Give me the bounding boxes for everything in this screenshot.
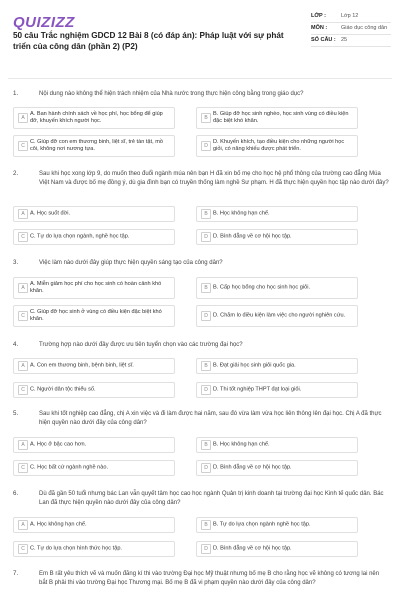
page-title: 50 câu Trắc nghiệm GDCD 12 Bài 8 (có đáp án): Pháp luật với sự phát triển của công dân (phần 2) (P2): [13, 31, 284, 51]
option-c[interactable]: [13, 382, 175, 398]
meta-key: SỐ CÂU :: [311, 37, 336, 43]
option-letter: B: [201, 520, 211, 530]
meta-row-count: [311, 35, 391, 47]
option-letter: A: [18, 113, 28, 123]
meta-key: LỚP :: [311, 13, 326, 19]
option-letter: A: [18, 361, 28, 371]
option-a[interactable]: [13, 517, 175, 533]
option-d[interactable]: [196, 135, 358, 157]
option-d[interactable]: [196, 229, 358, 245]
option-a[interactable]: [13, 107, 175, 129]
option-text: C. Học bất cứ ngành nghề nào.: [30, 464, 109, 471]
option-a[interactable]: [13, 277, 175, 299]
question-number: 3.: [13, 259, 19, 266]
option-d[interactable]: [196, 541, 358, 557]
question-text: Sau khi học xong lớp 9, do muốn theo đuổi ngành múa nên bạn H đã xin bố mẹ cho học hệ phổ thông của trường cao đẳng Múa Việt Nam và được bố mẹ đồng ý, dù gia đình bạn có truyền thống làm nghề Sư phạm. H đã thực hiện quyền học tập nào dưới đây?: [39, 171, 389, 186]
header: [0, 0, 400, 74]
option-text: B. Cấp học bổng cho học sinh học giỏi.: [213, 284, 311, 291]
option-letter: D: [201, 544, 211, 554]
option-text: D. Bình đẳng về cơ hội học tập.: [213, 464, 292, 471]
option-c[interactable]: [13, 460, 175, 476]
meta-value: Giáo dục công dân: [341, 25, 388, 31]
option-b[interactable]: [196, 107, 358, 129]
option-letter: D: [201, 463, 211, 473]
option-b[interactable]: [196, 206, 358, 222]
question-text: Việc làm nào dưới đây giúp thực hiện quyền sáng tạo của công dân?: [39, 260, 223, 266]
question-number: 1.: [13, 90, 19, 97]
option-text: A. Học ở bậc cao hơn.: [30, 441, 87, 448]
question-text: Em B rất yêu thích vẽ và muốn đăng kí thi vào trường Đại học Mỹ thuật nhưng bố mẹ B cho rằng học vẽ không có tương lai nên bắt B phải thi vào trường Đại học Thương mại. Bố mẹ B đã vi phạm quyền nào dưới đây của công dân?: [39, 571, 380, 586]
option-letter: C: [18, 544, 28, 554]
option-text: A. Ban hành chính sách về học phí, học bổng để giúp đỡ, khuyến khích người học.: [30, 110, 163, 124]
option-letter: C: [18, 141, 28, 151]
option-c[interactable]: [13, 135, 175, 157]
option-letter: A: [18, 440, 28, 450]
meta-key: MÔN :: [311, 25, 328, 31]
option-text: D. Bình đẳng về cơ hội học tập.: [213, 545, 292, 552]
option-b[interactable]: [196, 517, 358, 533]
option-letter: B: [201, 440, 211, 450]
question-number: 7.: [13, 570, 19, 577]
meta-row-grade: [311, 11, 391, 23]
option-text: A. Học suốt đời.: [30, 210, 71, 217]
option-d[interactable]: [196, 460, 358, 476]
question-number: 5.: [13, 410, 19, 417]
option-text: A. Học không hạn chế.: [30, 521, 87, 528]
option-c[interactable]: [13, 305, 175, 327]
meta-value: Lớp 12: [341, 13, 359, 19]
option-text: C. Tự do lựa chọn ngành, nghề học tập.: [30, 233, 130, 240]
option-a[interactable]: [13, 358, 175, 374]
option-text: C. Giúp đỡ con em thương binh, liệt sĩ, trẻ tàn tật, mồ côi, không nơi nương tựa.: [30, 138, 163, 152]
option-b[interactable]: [196, 358, 358, 374]
option-text: C. Giúp đỡ học sinh ở vùng có điều kiện đặc biệt khó khăn.: [30, 308, 162, 322]
option-letter: A: [18, 283, 28, 293]
option-text: D. Thi tốt nghiệp THPT đạt loại giỏi.: [213, 386, 302, 393]
option-text: B. Học không hạn chế.: [213, 441, 270, 448]
option-b[interactable]: [196, 277, 358, 299]
option-text: A. Miễn giảm học phí cho học sinh có hoàn cảnh khó khăn.: [30, 280, 162, 294]
option-letter: B: [201, 283, 211, 293]
option-text: D. Bình đẳng về cơ hội học tập.: [213, 233, 292, 240]
question-text: Nội dung nào không thể hiện trách nhiệm của Nhà nước trong thực hiện công bằng trong giáo dục?: [39, 91, 304, 97]
question-number: 2.: [13, 170, 19, 177]
divider: [8, 78, 392, 79]
meta-value: 25: [341, 37, 348, 43]
meta-box: [311, 11, 391, 47]
option-a[interactable]: [13, 206, 175, 222]
option-c[interactable]: [13, 541, 175, 557]
option-letter: C: [18, 463, 28, 473]
option-letter: D: [201, 141, 211, 151]
option-text: D. Chăm lo điều kiện làm việc cho người nghiên cứu.: [213, 312, 346, 319]
option-text: B. Đạt giải học sinh giỏi quốc gia.: [213, 362, 296, 369]
question-number: 4.: [13, 341, 19, 348]
option-letter: C: [18, 311, 28, 321]
option-letter: A: [18, 209, 28, 219]
option-letter: D: [201, 311, 211, 321]
option-letter: B: [201, 113, 211, 123]
option-letter: D: [201, 232, 211, 242]
option-letter: C: [18, 232, 28, 242]
option-text: B. Học không hạn chế.: [213, 210, 270, 217]
option-d[interactable]: [196, 305, 358, 327]
option-letter: B: [201, 209, 211, 219]
option-b[interactable]: [196, 437, 358, 453]
question-text: Dù đã gần 50 tuổi nhưng bác Lan vẫn quyết tâm học cao học ngành Quản trị kinh doanh tại trường đại học Kinh tế quốc dân. Bác Lan đã thực hiện quyền nào dưới đây của công dân?: [39, 491, 384, 506]
question-text: Sau khi tốt nghiệp cao đẳng, chị A xin việc và đi làm được hai năm, sau đó vừa làm vừa học liên thông lên đại học. Chị A đã thực hiện quyền nào dưới đây của công dân?: [39, 411, 382, 426]
option-d[interactable]: [196, 382, 358, 398]
question-text: Trường hợp nào dưới đây được ưu tiên tuyển chọn vào các trường đại học?: [39, 342, 243, 348]
quizizz-logo[interactable]: QUIZIZZ: [13, 14, 75, 31]
option-text: D. Khuyến khích, tạo điều kiện cho những người học giỏi, có năng khiếu được phát triển.: [213, 138, 345, 152]
option-letter: B: [201, 361, 211, 371]
option-text: C. Người dân tộc thiểu số.: [30, 386, 96, 393]
option-text: B. Giúp đỡ học sinh nghèo, học sinh vùng có điều kiện đặc biệt khó khăn.: [213, 110, 349, 124]
option-a[interactable]: [13, 437, 175, 453]
option-letter: D: [201, 385, 211, 395]
option-letter: C: [18, 385, 28, 395]
question-number: 6.: [13, 490, 19, 497]
option-c[interactable]: [13, 229, 175, 245]
option-text: C. Tự do lựa chọn hình thức học tập.: [30, 545, 122, 552]
meta-row-subject: [311, 23, 391, 35]
option-letter: A: [18, 520, 28, 530]
option-text: B. Tự do lựa chọn ngành nghề học tập.: [213, 521, 311, 528]
option-text: A. Con em thương binh, bệnh binh, liệt sĩ.: [30, 362, 134, 369]
